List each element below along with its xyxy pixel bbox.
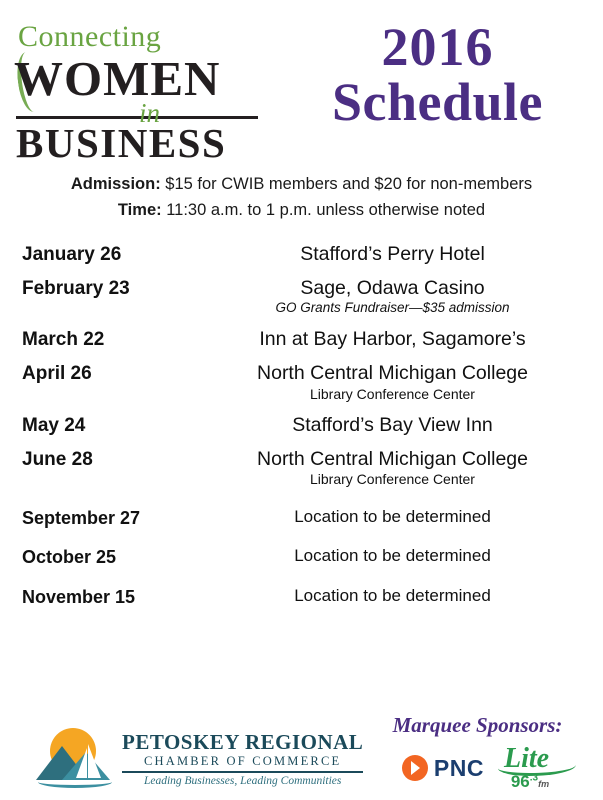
logo-line-business: BUSINESS — [16, 120, 227, 166]
schedule-location — [202, 277, 589, 317]
pnc-arrow-icon — [402, 755, 428, 781]
schedule-location — [202, 362, 589, 403]
schedule-list — [0, 243, 603, 608]
header — [0, 0, 603, 166]
title-block — [282, 14, 593, 133]
schedule-date: May 24 — [22, 415, 86, 437]
time-line — [0, 198, 603, 224]
time-label: Time: — [117, 200, 162, 219]
schedule-row — [22, 546, 589, 568]
chamber-name: PETOSKEY REGIONAL — [122, 729, 364, 754]
schedule-date: February 23 — [22, 277, 130, 299]
chamber-subtitle: CHAMBER OF COMMERCE — [143, 754, 342, 769]
cwib-logo — [12, 14, 282, 164]
lite-frequency-band: fm — [538, 779, 550, 789]
lite-swoosh-icon — [498, 757, 576, 776]
sailboat-sunset-icon — [36, 726, 114, 792]
schedule-location-main: Location to be determined — [294, 506, 491, 526]
schedule-location — [202, 507, 589, 527]
schedule-date: April 26 — [22, 363, 92, 385]
schedule-location-main: North Central Michigan College — [257, 447, 528, 470]
schedule-location-note: GO Grants Fundraiser—$35 admission — [275, 300, 510, 316]
sail-right-icon — [88, 744, 101, 778]
wave-icon — [38, 776, 112, 788]
sponsors-block — [366, 713, 589, 792]
lite-radio-logo — [500, 743, 553, 791]
schedule-row — [22, 507, 589, 529]
chamber-tagline: Leading Businesses, Leading Communities — [143, 775, 342, 788]
title-year: 2016 — [381, 17, 494, 77]
logo-line-in: in — [139, 98, 161, 128]
schedule-date: October 25 — [22, 547, 117, 568]
schedule-location-main: Location to be determined — [294, 586, 491, 606]
schedule-row — [22, 586, 589, 608]
admission-text: $15 for CWIB members and $20 for non-members — [160, 175, 533, 193]
logo-line-women: WOMEN — [14, 51, 221, 106]
schedule-location — [202, 448, 589, 489]
pnc-label: PNC — [433, 754, 484, 781]
schedule-date: September 27 — [22, 507, 141, 528]
schedule-location-main: Sage, Odawa Casino — [300, 276, 485, 299]
lite-word: Lite — [503, 743, 550, 775]
schedule-location-main: Stafford’s Bay View Inn — [292, 414, 493, 437]
title-word: Schedule — [331, 72, 544, 133]
chamber-text — [114, 731, 363, 787]
lite-frequency-decimal: .3 — [529, 772, 539, 784]
schedule-location — [202, 546, 589, 566]
logo-divider — [16, 116, 258, 119]
schedule-location-note: Library Conference Center — [310, 385, 475, 402]
chamber-logo — [36, 726, 366, 792]
schedule-location-main: North Central Michigan College — [257, 362, 528, 385]
logo-line-connecting: Connecting — [18, 20, 162, 53]
pnc-logo — [402, 755, 484, 782]
admission-label: Admission: — [70, 175, 161, 193]
schedule-row — [22, 362, 589, 403]
schedule-row — [22, 414, 589, 437]
time-text: 11:30 a.m. to 1 p.m. unless otherwise noted — [161, 200, 486, 219]
chamber-divider — [122, 771, 363, 773]
schedule-date: March 22 — [22, 329, 105, 351]
sponsors-title: Marquee Sponsors: — [392, 713, 563, 738]
schedule-location — [202, 328, 589, 350]
sponsor-logos — [366, 743, 589, 791]
schedule-row — [22, 243, 589, 266]
logo-women-row — [14, 51, 282, 128]
event-info — [0, 172, 603, 223]
schedule-row — [22, 277, 589, 317]
schedule-row — [22, 328, 589, 351]
schedule-row — [22, 448, 589, 489]
lite-frequency-number: 96 — [510, 772, 530, 791]
schedule-location — [202, 414, 589, 436]
schedule-location — [202, 243, 589, 265]
schedule-location-main: Inn at Bay Harbor, Sagamore’s — [259, 328, 526, 351]
schedule-date: November 15 — [22, 587, 136, 608]
footer — [0, 713, 603, 792]
schedule-date: June 28 — [22, 448, 93, 470]
schedule-location-note: Library Conference Center — [310, 471, 475, 488]
schedule-location-main: Stafford’s Perry Hotel — [300, 243, 485, 266]
schedule-location-main: Location to be determined — [294, 546, 491, 566]
admission-line — [0, 172, 603, 198]
schedule-date: January 26 — [22, 244, 122, 266]
sail-left-icon — [76, 748, 87, 778]
schedule-location — [202, 586, 589, 606]
